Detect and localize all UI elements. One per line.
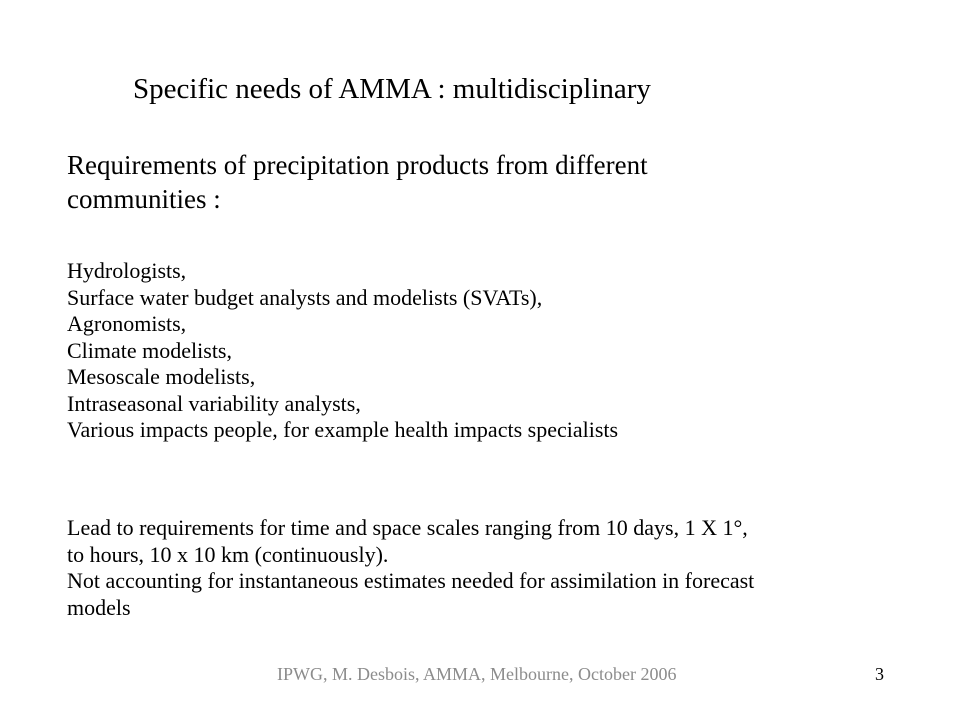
- note-line: models: [67, 594, 131, 620]
- list-item: Intraseasonal variability analysts,: [67, 390, 361, 416]
- page-number: 3: [875, 664, 884, 684]
- list-item: Agronomists,: [67, 311, 187, 336]
- communities-list: [67, 258, 618, 444]
- list-item: Various impacts people, for example health impacts specialists: [67, 417, 619, 442]
- requirements-notes: [67, 515, 754, 621]
- slide-title: Specific needs of AMMA : multidisciplinary: [133, 73, 651, 105]
- list-item: Surface water budget analysts and modelists (SVATs),: [67, 284, 543, 310]
- note-line: to hours, 10 x 10 km (continuously).: [67, 541, 389, 567]
- section-heading: [67, 148, 867, 216]
- list-item: Mesoscale modelists,: [67, 364, 256, 389]
- list-item: Climate modelists,: [67, 337, 232, 363]
- heading-line: Requirements of precipitation products from different: [67, 150, 648, 180]
- heading-line: communities :: [67, 184, 221, 214]
- note-line: Not accounting for instantaneous estimates needed for assimilation in forecast: [67, 568, 755, 593]
- note-line: Lead to requirements for time and space scales ranging from 10 days, 1 X 1°,: [67, 515, 748, 540]
- slide-footer: IPWG, M. Desbois, AMMA, Melbourne, October 2006: [277, 664, 677, 684]
- list-item: Hydrologists,: [67, 258, 187, 283]
